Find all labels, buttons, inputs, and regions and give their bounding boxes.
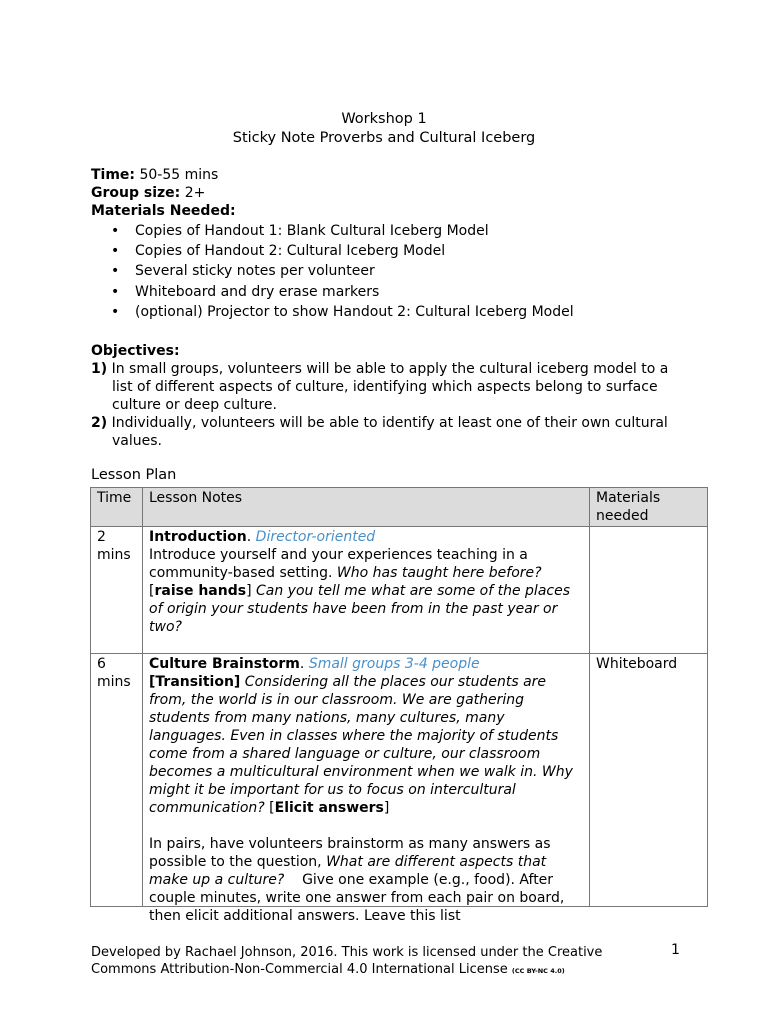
objective-1 [91, 360, 691, 414]
notes-question: Can you tell me what are some of the places of origin your students have been from in the past year or two? [149, 583, 570, 635]
table-row [91, 527, 708, 654]
objectives-heading: Objectives: [91, 343, 180, 359]
table-row [91, 654, 708, 907]
header-lesson-notes: Lesson Notes [143, 488, 590, 527]
notes-cue: raise hands [154, 583, 247, 599]
row-time: 6 mins [91, 654, 143, 907]
time-label: Time: [91, 167, 136, 183]
list-item: • Copies of Handout 2: Cultural Iceberg Model [91, 241, 711, 261]
list-item: • Copies of Handout 1: Blank Cultural Iceberg Model [91, 221, 711, 241]
footer [91, 944, 651, 980]
page-number: 1 [671, 942, 680, 958]
list-item: • (optional) Projector to show Handout 2: Cultural Iceberg Model [91, 302, 711, 322]
materials-list [91, 221, 711, 322]
group-size-value: 2+ [184, 185, 206, 201]
objective-text: In small groups, volunteers will be able to apply the cultural iceberg model to a list of different aspects of culture, identifying which aspects belong to surface culture or deep culture. [111, 361, 669, 413]
group-size-label: Group size: [91, 185, 181, 201]
objective-number: 2) [91, 415, 108, 431]
activity-mode: Small groups 3-4 people [308, 656, 480, 672]
workshop-number: Workshop 1 [341, 111, 427, 127]
transition-label: [Transition] [149, 674, 241, 690]
notes-text: In pairs, have volunteers brainstorm as many answers as possible to the question, [149, 836, 551, 870]
time-line [91, 166, 218, 184]
row-notes: Culture Brainstorm. Small groups 3-4 people [Transition] Considering all the places our students are from, the world is in our classroom. We are gathering students from many nations, many cultures, many languages. Even in classes where the majority of students come from a shared language or culture, our classroom becomes a multicultural environment when we walk in. Why might it be important for us to focus on intercultural communication? [Elicit answers] In pairs, have volunteers brainstorm as many answers as possible to the question, What are different aspects that make up a culture? Give one example (e.g., food). After couple minutes, write one answer from each pair on board, then elicit additional answers. Leave this list [143, 654, 590, 907]
notes-cue: Elicit answers [274, 800, 384, 816]
activity-title: Introduction [149, 529, 247, 545]
row-materials [590, 527, 708, 654]
row-materials: Whiteboard [590, 654, 708, 907]
materials-heading: Materials Needed: [91, 203, 236, 219]
objective-2 [91, 414, 691, 450]
objective-number: 1) [91, 361, 108, 377]
header-materials: Materials needed [590, 488, 708, 527]
table-header-row [91, 488, 708, 527]
objective-text: Individually, volunteers will be able to identify at least one of their own cultural values. [111, 415, 668, 449]
list-item: • Several sticky notes per volunteer [91, 261, 711, 281]
activity-mode: Director-oriented [255, 529, 376, 545]
notes-text: Introduce yourself and your experiences teaching in a community-based setting. [149, 547, 528, 581]
license-tag: (CC BY-NC 4.0) [511, 967, 565, 975]
row-notes: Introduction. Director-oriented Introduce yourself and your experiences teaching in a community-based setting. Who has taught here before? [raise hands] Can you tell me what are some of the places of origin your students have been from in the past year or two? [143, 527, 590, 654]
row-time: 2 mins [91, 527, 143, 654]
footer-text: Developed by Rachael Johnson, 2016. This work is licensed under the Creative Commons Attribution-Non-Commercial 4.0 International License [91, 945, 603, 977]
notes-text: Give one example (e.g., food). After couple minutes, write one answer from each pair on board, then elicit additional answers. Leave this list [149, 872, 565, 924]
notes-question: Who has taught here before? [336, 565, 542, 581]
header-time: Time [91, 488, 143, 527]
lesson-plan-heading: Lesson Plan [91, 467, 177, 483]
notes-question: What are different aspects that make up a culture? [149, 854, 547, 888]
group-size-line [91, 184, 205, 202]
lesson-plan-table [90, 487, 708, 924]
time-value: 50-55 mins [139, 167, 219, 183]
page-title: Sticky Note Proverbs and Cultural Iceberg [232, 130, 536, 146]
list-item: • Whiteboard and dry erase markers [91, 282, 711, 302]
activity-title: Culture Brainstorm [149, 656, 300, 672]
transition-text: Considering all the places our students are from, the world is in our classroom. We are gathering students from many nations, many cultures, many languages. Even in classes where the majority of students come from a shared language or culture, our classroom becomes a multicultural environment when we walk in. Why might it be important for us to focus on intercultural communication? [149, 674, 573, 816]
